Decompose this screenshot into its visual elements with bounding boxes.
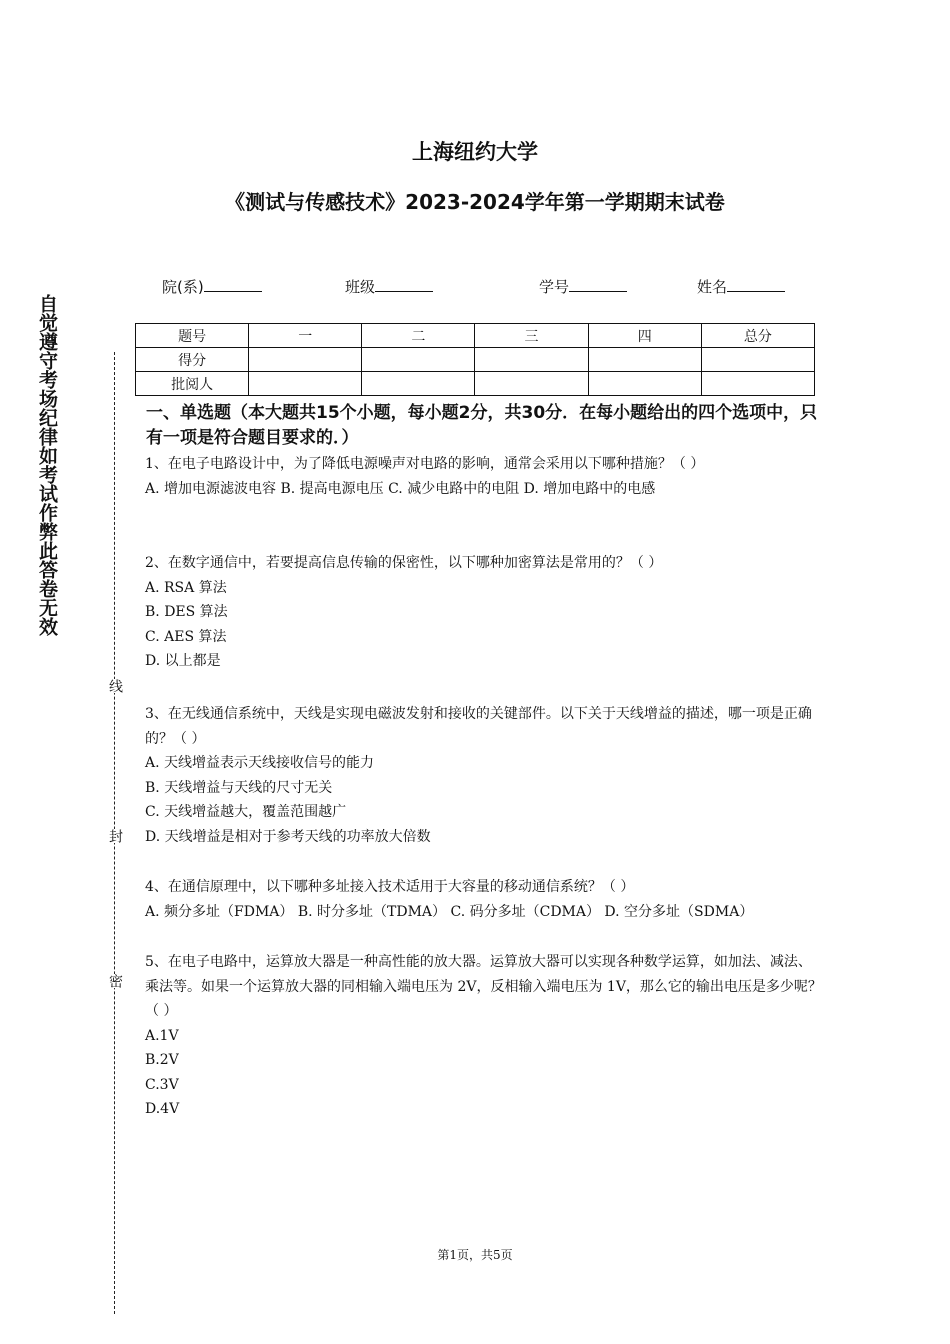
score-cell[interactable] <box>249 348 362 372</box>
header-cell-part-1: 一 <box>249 324 362 348</box>
seal-mark-seal: 封 <box>107 829 123 843</box>
question-option: D.4V <box>145 1101 180 1117</box>
header-cell-total: 总分 <box>701 324 814 348</box>
question-stem: 5、在电子电路中，运算放大器是一种高性能的放大器。运算放大器可以实现各种数学运算，如加法、减法、乘法等。如果一个运算放大器的同相输入端电压为 2V，反相输入端电压为 1V，那么它的输出电压是多少呢？（ ） <box>145 954 822 1019</box>
class-label: 班级 <box>345 278 376 296</box>
class-field <box>345 276 433 297</box>
class-blank[interactable] <box>375 277 433 292</box>
score-cell[interactable] <box>588 348 701 372</box>
department-blank[interactable] <box>204 277 262 292</box>
row-label-score: 得分 <box>136 348 249 372</box>
header-cell-part-3: 三 <box>475 324 588 348</box>
question-options: A. 频分多址（FDMA） B. 时分多址（TDMA） C. 码分多址（CDMA） D. 空分多址（SDMA） <box>145 903 754 920</box>
row-label-grader: 批阅人 <box>136 372 249 396</box>
question-option: A. RSA 算法 <box>145 579 227 596</box>
score-cell[interactable] <box>475 348 588 372</box>
question-option: D. 天线增益是相对于参考天线的功率放大倍数 <box>145 828 431 845</box>
grader-row <box>136 372 815 396</box>
score-row <box>136 348 815 372</box>
question-option: D. 以上都是 <box>145 653 221 669</box>
grader-cell[interactable] <box>362 372 475 396</box>
section-1-heading: 一、单选题（本大题共15个小题，每小题2分，共30分．在每小题给出的四个选项中，只有一项是符合题目要求的．） <box>146 403 818 448</box>
question-stem: 4、在通信原理中，以下哪种多址接入技术适用于大容量的移动通信系统？（ ） <box>145 879 635 895</box>
grader-cell[interactable] <box>475 372 588 396</box>
header-cell-part-2: 二 <box>362 324 475 348</box>
student-id-field <box>539 276 627 297</box>
exam-discipline-notice: 自觉遵守考场纪律如考试作弊此答卷无效 <box>36 294 58 636</box>
seal-mark-secret: 密 <box>107 974 123 988</box>
score-table <box>135 323 815 396</box>
question-stem: 3、在无线通信系统中，天线是实现电磁波发射和接收的关键部件。以下关于天线增益的描述，哪一项是正确的？（ ） <box>145 706 812 747</box>
score-cell[interactable] <box>362 348 475 372</box>
question-1 <box>145 452 825 501</box>
grader-cell[interactable] <box>249 372 362 396</box>
name-blank[interactable] <box>727 277 785 292</box>
question-5 <box>145 950 825 1122</box>
university-title: 上海纽约大学 <box>412 140 538 164</box>
question-option: B. DES 算法 <box>145 604 228 620</box>
question-option: A.1V <box>145 1027 179 1044</box>
question-option: B. 天线增益与天线的尺寸无关 <box>145 779 333 796</box>
student-id-blank[interactable] <box>569 277 627 292</box>
department-label: 院(系) <box>162 278 204 296</box>
question-4 <box>145 875 825 924</box>
header-cell-question-no: 题号 <box>136 324 249 348</box>
question-option: B.2V <box>145 1052 179 1068</box>
student-id-label: 学号 <box>539 278 570 296</box>
name-label: 姓名 <box>697 278 728 296</box>
question-option: C. AES 算法 <box>145 628 227 645</box>
question-option: A. 天线增益表示天线接收信号的能力 <box>145 755 375 771</box>
question-stem: 2、在数字通信中，若要提高信息传输的保密性，以下哪种加密算法是常用的？（ ） <box>145 555 663 571</box>
header-cell-part-4: 四 <box>588 324 701 348</box>
question-options: A. 增加电源滤波电容 B. 提高电源电压 C. 减少电路中的电阻 D. 增加电路中的电感 <box>145 480 656 497</box>
name-field <box>697 276 785 297</box>
question-option: C. 天线增益越大，覆盖范围越广 <box>145 804 347 820</box>
question-2 <box>145 551 825 674</box>
grader-cell[interactable] <box>588 372 701 396</box>
exam-title: 《测试与传感技术》2023-2024学年第一学期期末试卷 <box>225 190 725 214</box>
page-number: 第1页，共5页 <box>437 1248 513 1262</box>
department-field <box>162 276 262 297</box>
question-option: C.3V <box>145 1076 179 1093</box>
grader-cell[interactable] <box>701 372 814 396</box>
question-stem: 1、在电子电路设计中，为了降低电源噪声对电路的影响，通常会采用以下哪种措施？（ ） <box>145 456 705 472</box>
score-table-header-row <box>136 324 815 348</box>
score-cell[interactable] <box>701 348 814 372</box>
question-3 <box>145 702 825 849</box>
seal-mark-line: 线 <box>107 679 123 693</box>
